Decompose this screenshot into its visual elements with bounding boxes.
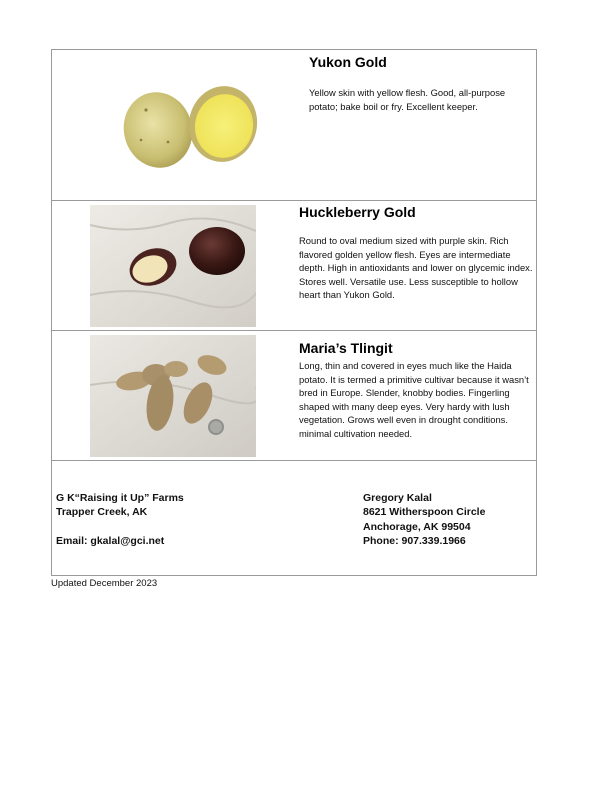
street-address: 8621 Witherspoon Circle xyxy=(363,506,486,519)
farm-contact-block xyxy=(56,491,184,548)
huckleberry-gold-potato-photo xyxy=(90,205,256,327)
farm-name: G K“Raising it Up” Farms xyxy=(56,492,184,504)
variety-description: Round to oval medium sized with purple skin. Rich flavored golden yellow flesh. Eyes are intermediate depth. High in antioxidants and lower on glycemic index. Stores well. Versatile use. Less susceptible to hollow heart than Yukon Gold. xyxy=(299,235,533,301)
variety-row-yukon-gold xyxy=(52,50,536,201)
updated-date: Updated December 2023 xyxy=(51,578,158,589)
email-address: Email: gkalal@gci.net xyxy=(56,534,165,547)
variety-title: Huckleberry Gold xyxy=(299,204,416,220)
city-address: Anchorage, AK 99504 xyxy=(363,520,471,533)
phone-number: Phone: 907.339.1966 xyxy=(363,534,466,547)
variety-title: Yukon Gold xyxy=(309,54,387,70)
farm-location: Trapper Creek, AK xyxy=(56,506,148,519)
variety-title: Maria’s Tlingit xyxy=(299,340,393,356)
variety-row-huckleberry-gold xyxy=(52,201,536,331)
variety-description: Yellow skin with yellow flesh. Good, all-purpose potato; bake boil or fry. Excellent keeper. xyxy=(309,87,506,112)
owner-contact-block xyxy=(363,491,485,548)
yukon-gold-potato-photo xyxy=(116,80,262,172)
contact-row xyxy=(52,461,536,577)
contact-name: Gregory Kalal xyxy=(363,492,432,504)
variety-row-marias-tlingit xyxy=(52,331,536,461)
marias-tlingit-potato-photo xyxy=(90,335,256,457)
variety-description: Long, thin and covered in eyes much like the Haida potato. It is termed a primitive cultivar because it wasn’t bred in Europe. Slender, knobby bodies. Fingerling shaped with many deep eyes. Very hardy with lush vegetation. Grows well even in drought conditions. minimal cultivation needed. xyxy=(299,360,529,439)
variety-table xyxy=(51,49,537,576)
